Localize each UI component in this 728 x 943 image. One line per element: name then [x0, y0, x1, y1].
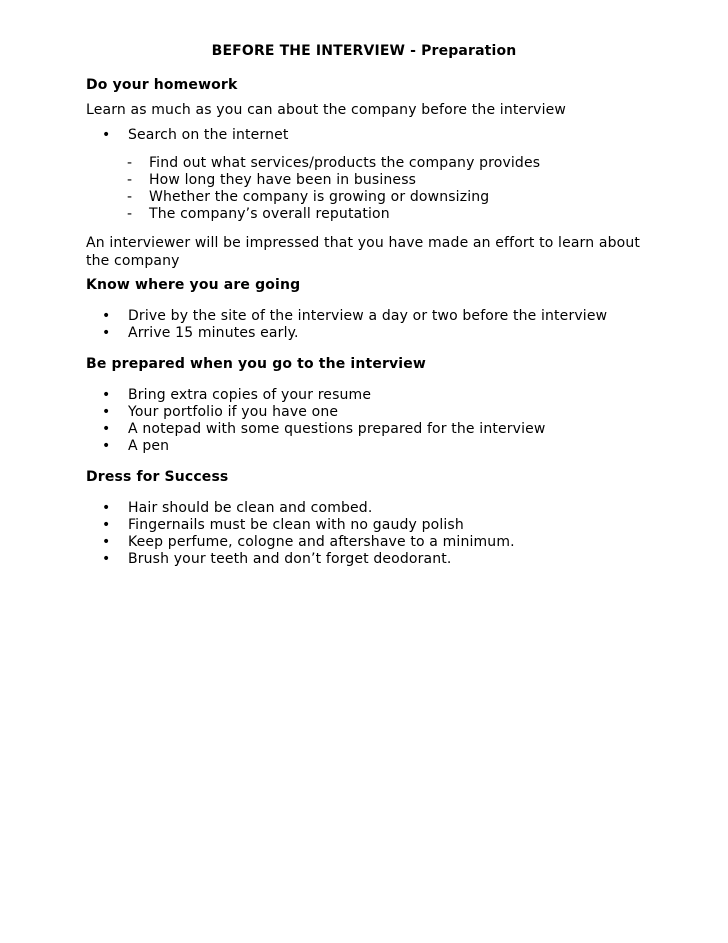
- bullet-list: [86, 386, 666, 454]
- dash-icon: -: [127, 206, 133, 222]
- list-item: [86, 533, 666, 550]
- paragraph: An interviewer will be impressed that you have made an effort to learn about the company: [86, 235, 640, 269]
- list-item: [86, 324, 666, 341]
- bullet-icon: •: [102, 534, 111, 550]
- bullet-list: [86, 499, 666, 567]
- list-item-text: Drive by the site of the interview a day or two before the interview: [128, 308, 608, 324]
- bullet-icon: •: [102, 500, 111, 516]
- list-item: [86, 516, 666, 533]
- list-item-text: A pen: [128, 438, 170, 454]
- bullet-icon: •: [102, 517, 111, 533]
- list-item-text: Brush your teeth and don’t forget deodorant.: [128, 551, 452, 567]
- list-item-text: How long they have been in business: [149, 172, 417, 188]
- bullet-icon: •: [102, 325, 111, 341]
- section-dress-for-success: [86, 468, 666, 567]
- section-be-prepared: [86, 355, 666, 454]
- list-item-text: Hair should be clean and combed.: [128, 500, 373, 516]
- section-heading: Dress for Success: [86, 469, 229, 485]
- list-item: [86, 420, 666, 437]
- section-heading: Be prepared when you go to the interview: [86, 356, 426, 372]
- dash-list: [86, 154, 666, 222]
- bullet-icon: •: [102, 404, 111, 420]
- list-item-text: Keep perfume, cologne and aftershave to a minimum.: [128, 534, 515, 550]
- list-item: [86, 126, 666, 143]
- list-item: [86, 205, 666, 222]
- dash-icon: -: [127, 172, 133, 188]
- bullet-icon: •: [102, 551, 111, 567]
- bullet-list: [86, 126, 666, 143]
- list-item: [86, 403, 666, 420]
- paragraph: Learn as much as you can about the company before the interview: [86, 102, 567, 118]
- bullet-list: [86, 307, 666, 341]
- bullet-icon: •: [102, 127, 111, 143]
- bullet-icon: •: [102, 308, 111, 324]
- list-item-text: A notepad with some questions prepared for the interview: [128, 421, 546, 437]
- list-item: [86, 499, 666, 516]
- dash-icon: -: [127, 155, 133, 171]
- list-item-text: Whether the company is growing or downsizing: [149, 189, 490, 205]
- list-item: [86, 437, 666, 454]
- dash-icon: -: [127, 189, 133, 205]
- bullet-icon: •: [102, 421, 111, 437]
- list-item-text: Fingernails must be clean with no gaudy polish: [128, 517, 464, 533]
- list-item: [86, 386, 666, 403]
- list-item: [86, 550, 666, 567]
- section-heading: Do your homework: [86, 77, 238, 93]
- list-item: [86, 171, 666, 188]
- list-item: [86, 154, 666, 171]
- page-title: BEFORE THE INTERVIEW - Preparation: [211, 43, 517, 59]
- bullet-icon: •: [102, 438, 111, 454]
- section-homework: [86, 76, 666, 270]
- bullet-icon: •: [102, 387, 111, 403]
- list-item-text: The company’s overall reputation: [149, 206, 390, 222]
- section-heading: Know where you are going: [86, 277, 301, 293]
- list-item-text: Arrive 15 minutes early.: [128, 325, 299, 341]
- document-body: [86, 76, 666, 567]
- list-item-text: Bring extra copies of your resume: [128, 387, 372, 403]
- list-item-text: Your portfolio if you have one: [128, 404, 339, 420]
- list-item: [86, 188, 666, 205]
- list-item-text: Search on the internet: [128, 127, 289, 143]
- section-know-where: [86, 276, 666, 341]
- list-item-text: Find out what services/products the company provides: [149, 155, 541, 171]
- list-item: [86, 307, 666, 324]
